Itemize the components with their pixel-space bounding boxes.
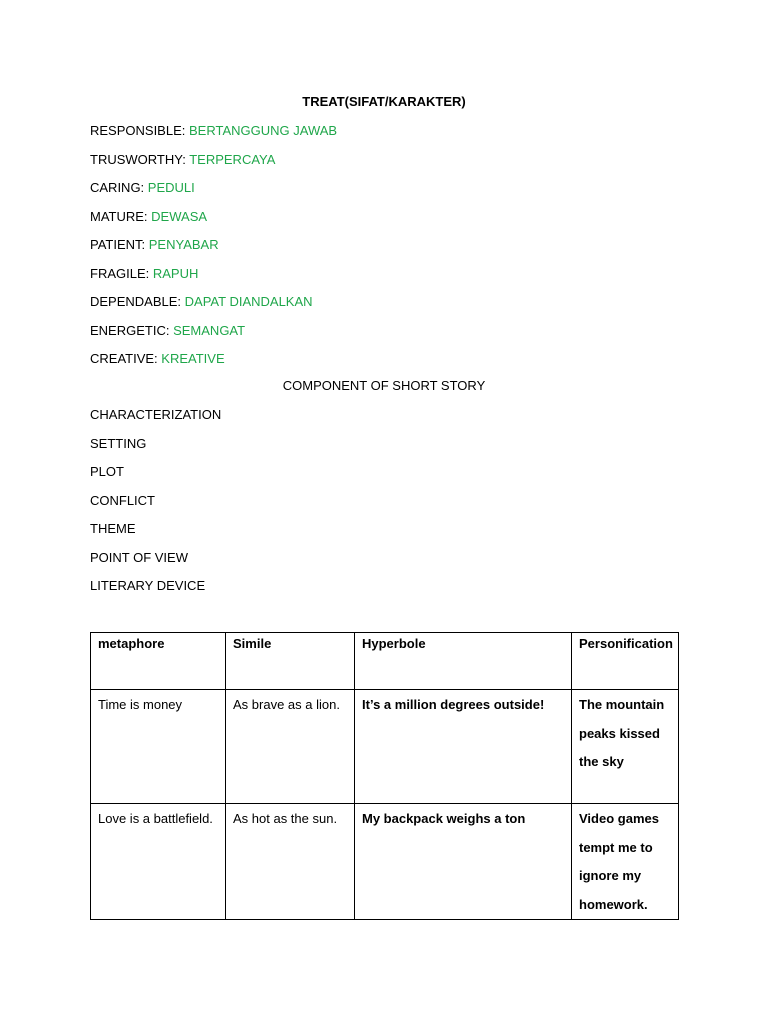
trait-item-creative <box>90 350 337 379</box>
component-list <box>90 406 221 606</box>
table-cell: As brave as a lion. <box>226 690 355 804</box>
table-cell: My backpack weighs a ton <box>355 804 572 920</box>
table-cell: Video games tempt me to ignore my homework. <box>572 804 679 920</box>
trait-item-patient <box>90 236 337 265</box>
trait-meaning: PEDULI <box>147 180 195 195</box>
table-header-cell: Hyperbole <box>355 633 572 690</box>
trait-meaning: DAPAT DIANDALKAN <box>184 294 313 309</box>
component-item: POINT OF VIEW <box>90 549 188 565</box>
component-item: THEME <box>90 521 136 536</box>
section-subtitle: COMPONENT OF SHORT STORY <box>282 378 486 393</box>
trait-list <box>90 122 337 379</box>
trait-term: MATURE: <box>90 208 148 224</box>
table-cell: As hot as the sun. <box>226 804 355 920</box>
trait-term: FRAGILE: <box>90 265 150 281</box>
table-cell: Love is a battlefield. <box>91 804 226 920</box>
trait-item-caring <box>90 179 337 208</box>
component-item: PLOT <box>90 464 124 479</box>
trait-term: CREATIVE: <box>90 351 158 366</box>
trait-meaning: SEMANGAT <box>173 322 246 338</box>
trait-item-trustworthy <box>90 151 337 180</box>
trait-item-mature <box>90 208 337 237</box>
document-title: TREAT(SIFAT/KARAKTER) <box>302 94 466 109</box>
table-cell: Time is money <box>91 690 226 804</box>
trait-meaning: TERPERCAYA <box>189 151 276 167</box>
trait-item-responsible <box>90 122 337 151</box>
trait-term: PATIENT: <box>90 237 146 252</box>
trait-item-fragile <box>90 265 337 294</box>
trait-meaning: RAPUH <box>152 265 199 281</box>
trait-term: ENERGETIC: <box>90 322 170 338</box>
literary-devices-table <box>90 632 679 920</box>
table-row <box>91 804 679 920</box>
trait-term: CARING: <box>90 180 145 195</box>
component-item: LITERARY DEVICE <box>90 578 206 593</box>
trait-item-dependable <box>90 293 337 322</box>
trait-term: RESPONSIBLE: <box>90 123 186 138</box>
table-header-cell: Personification <box>572 633 679 690</box>
trait-meaning: PENYABAR <box>148 237 219 252</box>
trait-term: DEPENDABLE: <box>90 294 182 309</box>
trait-term: TRUSWORTHY: <box>90 151 186 167</box>
trait-meaning: BERTANGGUNG JAWAB <box>189 123 338 138</box>
table-header-cell: metaphore <box>91 633 226 690</box>
component-item: CONFLICT <box>90 492 155 508</box>
table-cell: It’s a million degrees outside! <box>355 690 572 804</box>
trait-item-energetic <box>90 322 337 351</box>
table-header-cell: Simile <box>226 633 355 690</box>
table-header-row <box>91 633 679 690</box>
trait-meaning: KREATIVE <box>161 351 225 366</box>
component-item: SETTING <box>90 435 147 451</box>
trait-meaning: DEWASA <box>151 208 208 224</box>
table-cell: The mountain peaks kissed the sky <box>572 690 679 804</box>
component-item: CHARACTERIZATION <box>90 407 222 422</box>
table-row <box>91 690 679 804</box>
